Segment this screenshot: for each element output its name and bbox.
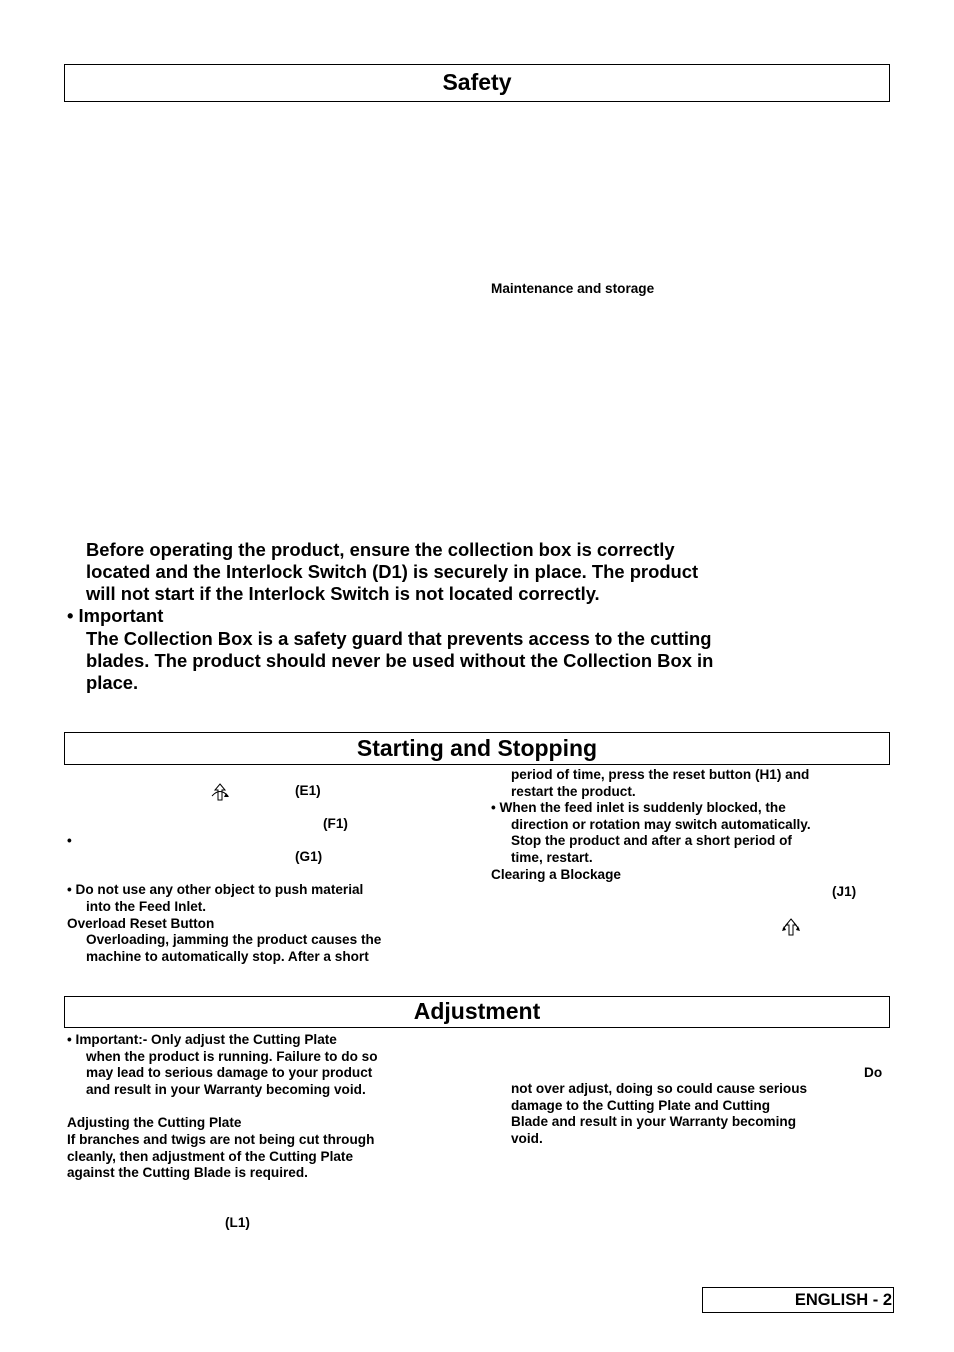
text-line: Blade and result in your Warranty becoming — [511, 1114, 797, 1129]
interlock-paragraph — [86, 539, 698, 606]
forward-rotation-icon — [780, 918, 802, 936]
bullet: • — [67, 833, 72, 848]
important-label: • Important — [67, 605, 164, 626]
overload-paragraph — [86, 932, 381, 965]
plate-heading: Adjusting the Cutting Plate — [67, 1115, 242, 1130]
plate-paragraph — [67, 1132, 374, 1182]
ref-l1: (L1) — [225, 1215, 250, 1230]
do-word: Do — [864, 1065, 883, 1080]
text-line: If branches and twigs are not being cut through — [67, 1132, 375, 1147]
text-line: located and the Interlock Switch (D1) is securely in place. The product — [86, 561, 699, 583]
text-line: machine to automatically stop. After a short — [86, 948, 369, 964]
text-line: and result in your Warranty becoming void. — [86, 1081, 366, 1097]
text-line: Stop the product and after a short period of — [511, 833, 792, 848]
page-number-box — [702, 1287, 894, 1313]
text-line: • Important:- Only adjust the Cutting Plate — [67, 1032, 337, 1047]
text-line: may lead to serious damage to your product — [86, 1065, 373, 1080]
collection-box-paragraph — [86, 628, 713, 695]
text-line: blades. The product should never be used without the Collection Box in — [86, 650, 714, 672]
page-number: ENGLISH - 2 — [794, 1291, 892, 1309]
text-line: cleanly, then adjustment of the Cutting Plate — [67, 1148, 353, 1164]
text-line: when the product is running. Failure to do so — [86, 1048, 378, 1064]
maintenance-heading: Maintenance and storage — [491, 281, 655, 296]
text-line: The Collection Box is a safety guard that prevents access to the cutting — [86, 628, 712, 649]
blocked-paragraph — [491, 800, 811, 866]
ref-e1: (E1) — [295, 783, 321, 798]
reverse-rotation-icon — [209, 783, 231, 801]
text-line: void. — [511, 1130, 543, 1146]
overload-heading: Overload Reset Button — [67, 916, 215, 931]
text-line: • Do not use any other object to push material — [67, 882, 364, 897]
ref-j1: (J1) — [832, 884, 857, 899]
no-object-paragraph — [67, 882, 363, 915]
adjust-important-paragraph — [67, 1032, 378, 1098]
text-line: Overloading, jamming the product causes the — [86, 932, 382, 947]
text-line: damage to the Cutting Plate and Cutting — [511, 1097, 771, 1113]
reset-paragraph — [511, 767, 809, 800]
clearing-heading: Clearing a Blockage — [491, 867, 621, 882]
section-header-adjustment — [64, 996, 890, 1028]
text-line: direction or rotation may switch automatically. — [511, 816, 811, 832]
text-line: will not start if the Interlock Switch is not located correctly. — [86, 583, 600, 605]
section-header-starting — [64, 732, 890, 765]
section-title-starting: Starting and Stopping — [356, 735, 598, 761]
section-header-safety — [64, 64, 890, 102]
section-title-adjustment: Adjustment — [413, 998, 541, 1024]
text-line: into the Feed Inlet. — [86, 898, 207, 914]
section-title-safety: Safety — [442, 69, 512, 95]
text-line: time, restart. — [511, 849, 593, 865]
text-line: not over adjust, doing so could cause serious — [511, 1081, 808, 1096]
text-line: period of time, press the reset button (H1) and — [511, 767, 810, 782]
text-line: against the Cutting Blade is required. — [67, 1165, 308, 1180]
text-line: place. — [86, 672, 139, 694]
text-line: Before operating the product, ensure the collection box is correctly — [86, 539, 675, 560]
ref-g1: (G1) — [295, 849, 323, 864]
ref-f1: (F1) — [323, 816, 348, 831]
text-line: • When the feed inlet is suddenly blocked, the — [491, 800, 786, 815]
text-line: restart the product. — [511, 783, 636, 799]
overadjust-paragraph — [511, 1081, 807, 1147]
